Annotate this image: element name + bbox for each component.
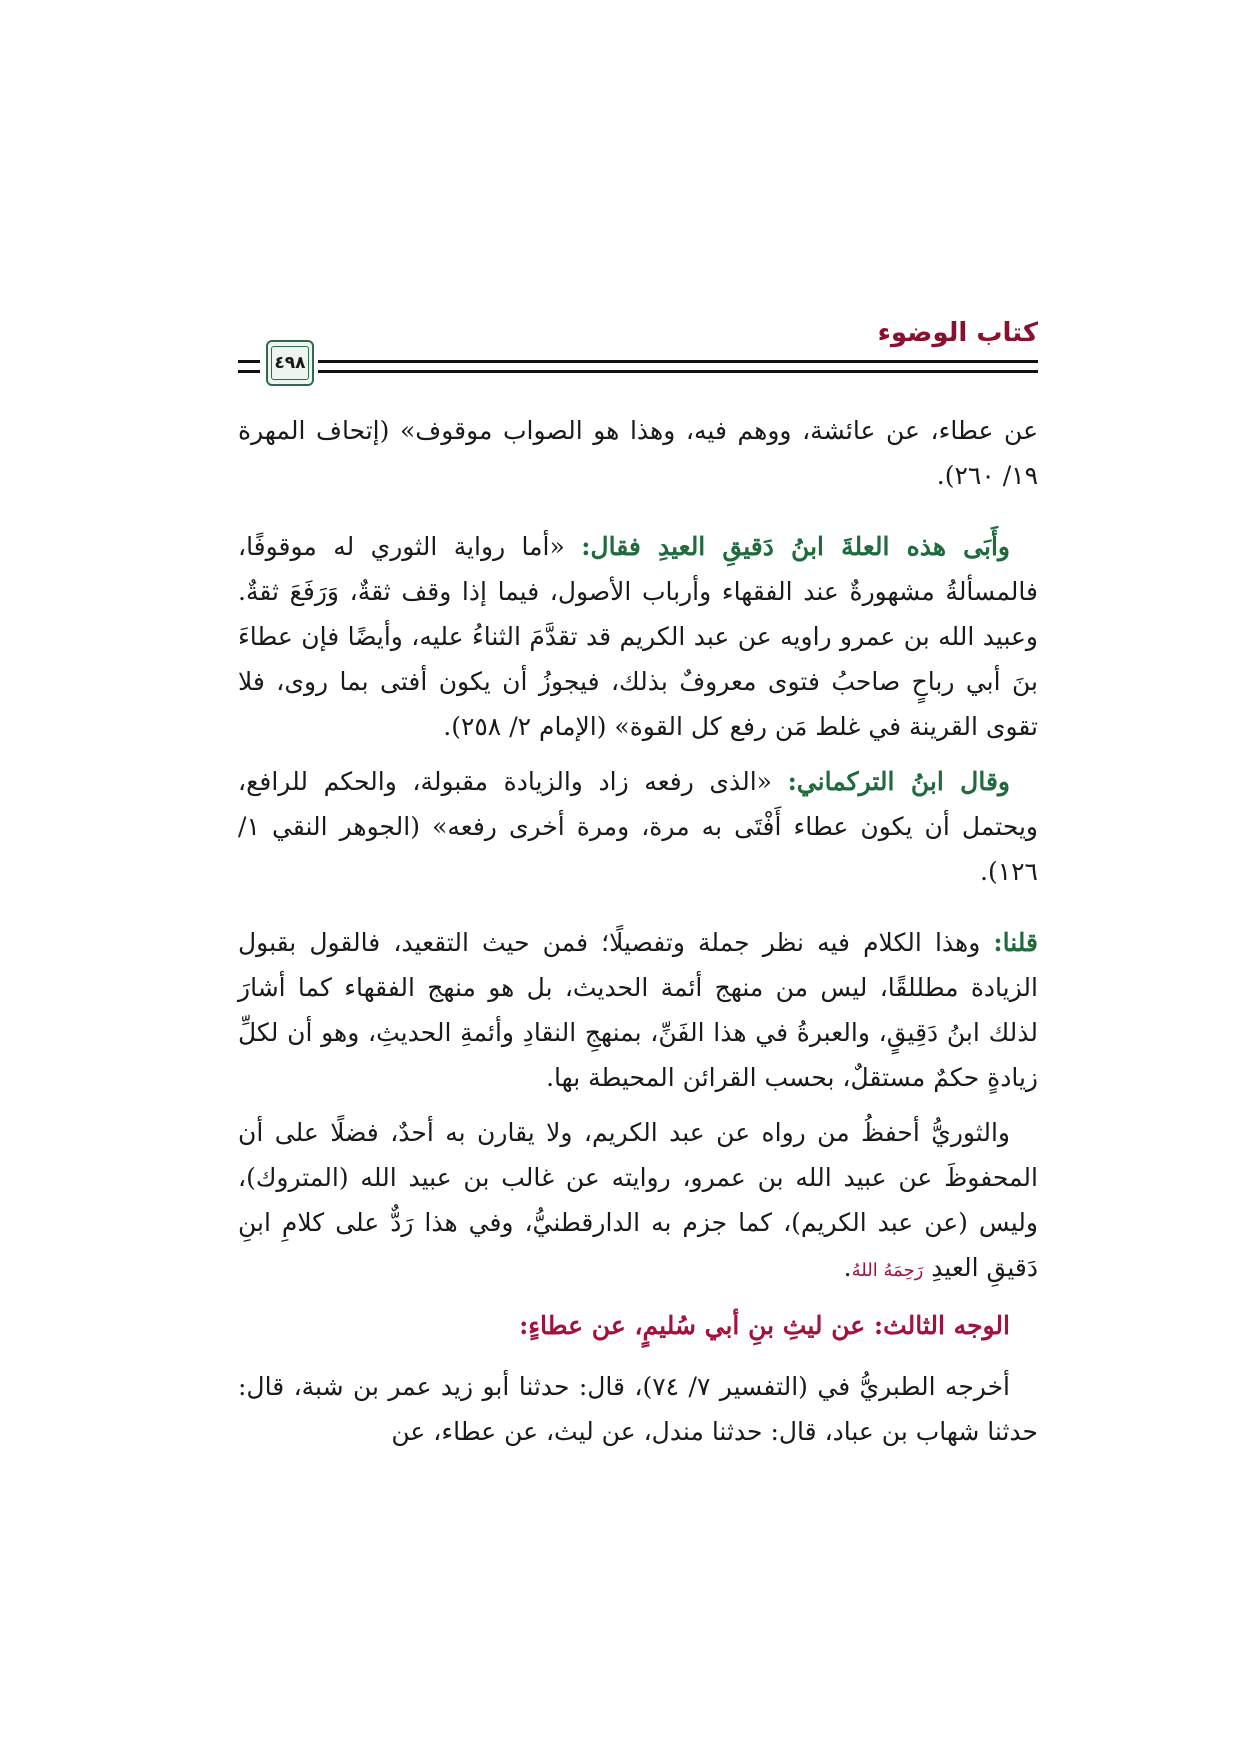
page-number-badge (266, 340, 314, 386)
paragraph-2-lead: وأَبَى هذه العلةَ ابنُ دَقيقِ العيدِ فقال: (581, 532, 1010, 561)
paragraph-5-text: والثوريُّ أحفظُ من رواه عن عبد الكريم، ولا يقارن به أحدٌ، فضلًا على أن المحفوظَ عن عبيد الله بن عمرو، روايته عن غالب بن عبيد الله (المتروك)، وليس (عن عبد الكريم)، كما جزم به الدارقطنيُّ، وفي هذا رَدٌّ على كلامِ ابنِ دَقيقِ العيدِ (238, 1118, 1038, 1282)
header-rule-top (318, 360, 1038, 363)
paragraph-6: أخرجه الطبريُّ في (التفسير ٧/ ٧٤)، قال: حدثنا أبو زيد عمر بن شبة، قال: حدثنا شهاب بن عباد، قال: حدثنا مندل، عن ليث، عن عطاء، عن (238, 1372, 1038, 1446)
paragraph-3-lead: وقال ابنُ التركماني: (787, 767, 1010, 796)
page-header (238, 318, 1038, 390)
paragraph-2-text: «أما رواية الثوري له موقوفًا، فالمسألةُ مشهورةٌ عند الفقهاء وأرباب الأصول، فيما إذا وقف ثقةٌ، وَرَفَعَ ثقةٌ. وعبيد الله بن عمرو راويه عن عبد الكريم قد تقدَّمَ الثناءُ عليه، وأيضًا فإن عطاءَ بنَ أبي رباحٍ صاحبُ فتوى معروفٌ بذلك، فيجوزُ أن يكون أفتى بما روى، فلا تقوى القرينة في غلط مَن رفع كل القوة» (الإمام ٢/ ٢٥٨). (238, 532, 1038, 741)
paragraph-4-text: وهذا الكلام فيه نظر جملة وتفصيلًا؛ فمن حيث التقعيد، فالقول بقبول الزيادة مطللقًا، ليس من منهج أئمة الحديث، بل هو منهج الفقهاء كما أشارَ لذلك ابنُ دَقِيقٍ، والعبرةُ في هذا الفَنِّ، بمنهجِ النقادِ وأئمةِ الحديثِ، وهو أن لكلِّ زيادةٍ حكمٌ مستقلٌ، بحسب القرائن المحيطة بها. (238, 928, 1038, 1092)
paragraph-5-end: . (843, 1253, 852, 1282)
paragraph-4-lead: قلنا: (993, 928, 1038, 957)
page-number: ٤٩٨ (271, 346, 309, 380)
paragraph-3 (238, 759, 1038, 894)
paragraph-3-text: «الذى رفعه زاد والزيادة مقبولة، والحكم للرافع، ويحتمل أن يكون عطاء أَفْتَى به مرة، ومرة أخرى رفعه» (الجوهر النقي ١/ ١٢٦). (238, 767, 1038, 886)
header-rule-bottom (318, 370, 1038, 373)
paragraph-5 (238, 1110, 1038, 1293)
paragraph-4 (238, 920, 1038, 1100)
book-title: كتاب الوضوء (877, 318, 1038, 348)
page-body (238, 408, 1038, 1464)
header-rule-left-top (238, 360, 260, 363)
section-heading: الوجه الثالث: عن ليثِ بنِ أبي سُليمٍ، عن عطاءٍ: (519, 1311, 1010, 1340)
paragraph-2 (238, 524, 1038, 749)
salutation-glyph: رَحِمَهُ اللهُ (851, 1260, 924, 1281)
header-rule-left-bottom (238, 370, 260, 373)
paragraph-1: عن عطاء، عن عائشة، ووهم فيه، وهذا هو الصواب موقوف» (إتحاف المهرة ١٩/ ٢٦٠). (238, 416, 1038, 490)
